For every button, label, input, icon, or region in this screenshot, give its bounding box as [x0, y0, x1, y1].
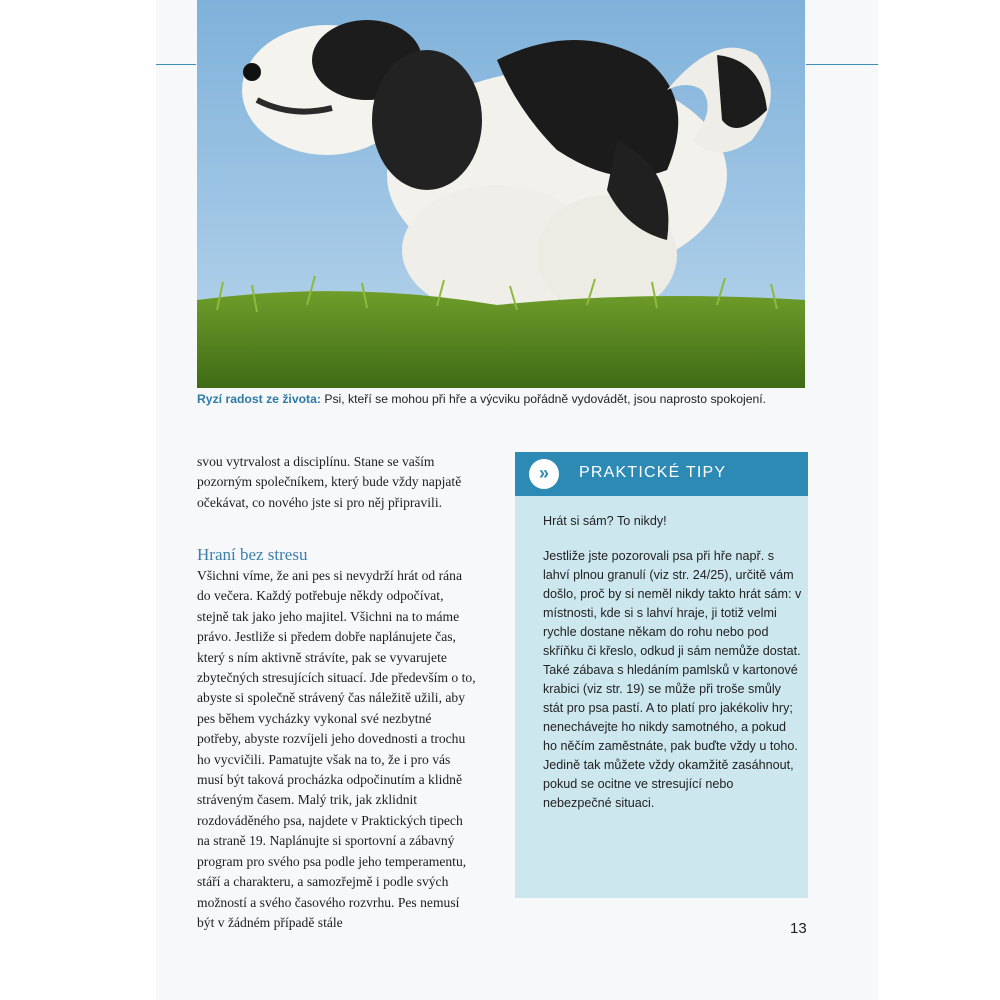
- margin-rule-right: [806, 64, 878, 65]
- section-heading: Hraní bez stresu: [197, 545, 308, 564]
- tips-header: [515, 452, 808, 496]
- intro-paragraph: [197, 452, 477, 513]
- running-dog-photo: [197, 0, 805, 388]
- tips-body: Jestliže jste pozorovali psa při hře např. s lahví plnou granulí (viz str. 24/25), určitě vám došlo, proč by si neměl nikdy takto hrát sám: v místnosti, kde si s lahví hraje, ji totiž velmi rychle dostane někam do rohu nebo pod skříňku či křeslo, odkud ji sám nemůže dostat. Také zábava s hledáním pamlsků v kartonové krabici (viz str. 19) se může při troše smůly stát pro psa pastí. A to platí pro jakékoliv hry; nenechávejte ho nikdy samotného, a pokud ho něčím zaměstnáte, pak buďte vždy u toho. Jedině tak můžete vždy okamžitě zasáhnout, pokud se ocitne ve stresující nebo nebezpečné situaci.: [543, 549, 802, 810]
- practical-tips-box: [515, 452, 808, 898]
- page-number: 13: [790, 920, 807, 937]
- tips-title: PRAKTICKÉ TIPY: [579, 464, 727, 481]
- tips-question: Hrát si sám? To nikdy!: [543, 514, 667, 528]
- caption-text: Psi, kteří se mohou při hře a výcviku pořádně vydovádět, jsou naprosto spokojení.: [320, 392, 767, 406]
- margin-rule-left: [156, 64, 196, 65]
- body-paragraph: [197, 566, 477, 933]
- body-text: Všichni víme, že ani pes si nevydrží hrát od rána do večera. Každý potřebuje někdy odpočívat, stejně tak jako jeho majitel. Všichni na to máme právo. Jestliže si předem dobře naplánujete čas, který s ním aktivně strávíte, pak se vyvarujete zbytečných stresujících situací. Jde především o to, abyste si společně strávený čas náležitě užili, aby pes během vycházky vykonal své nezbytné potřeby, abyste rozvíjeli jeho dovednosti a trochu ho vycvičili. Pamatujte však na to, že i pro vás musí být taková procházka odpočinutím a klidně stráveným časem. Malý trik, jak zklidnit rozdováděného psa, najdete v Praktických tipech na straně 19. Naplánujte si sportovní a zábavný program pro svého psa podle jeho temperamentu, stáří a charakteru, a samozřejmě i podle svých možností a svého časového rozvrhu. Pes nemusí být v žádném případě stále: [197, 568, 476, 930]
- intro-text: svou vytrvalost a disciplínu. Stane se vaším pozorným společníkem, který bude vždy napjatě očekávat, co nového jste si pro něj připravili.: [197, 454, 462, 510]
- double-chevron-icon: [529, 459, 559, 489]
- caption-lead: Ryzí radost ze života:: [197, 392, 321, 406]
- photo-caption: [197, 392, 807, 406]
- tips-icon-glyph: »: [538, 462, 546, 483]
